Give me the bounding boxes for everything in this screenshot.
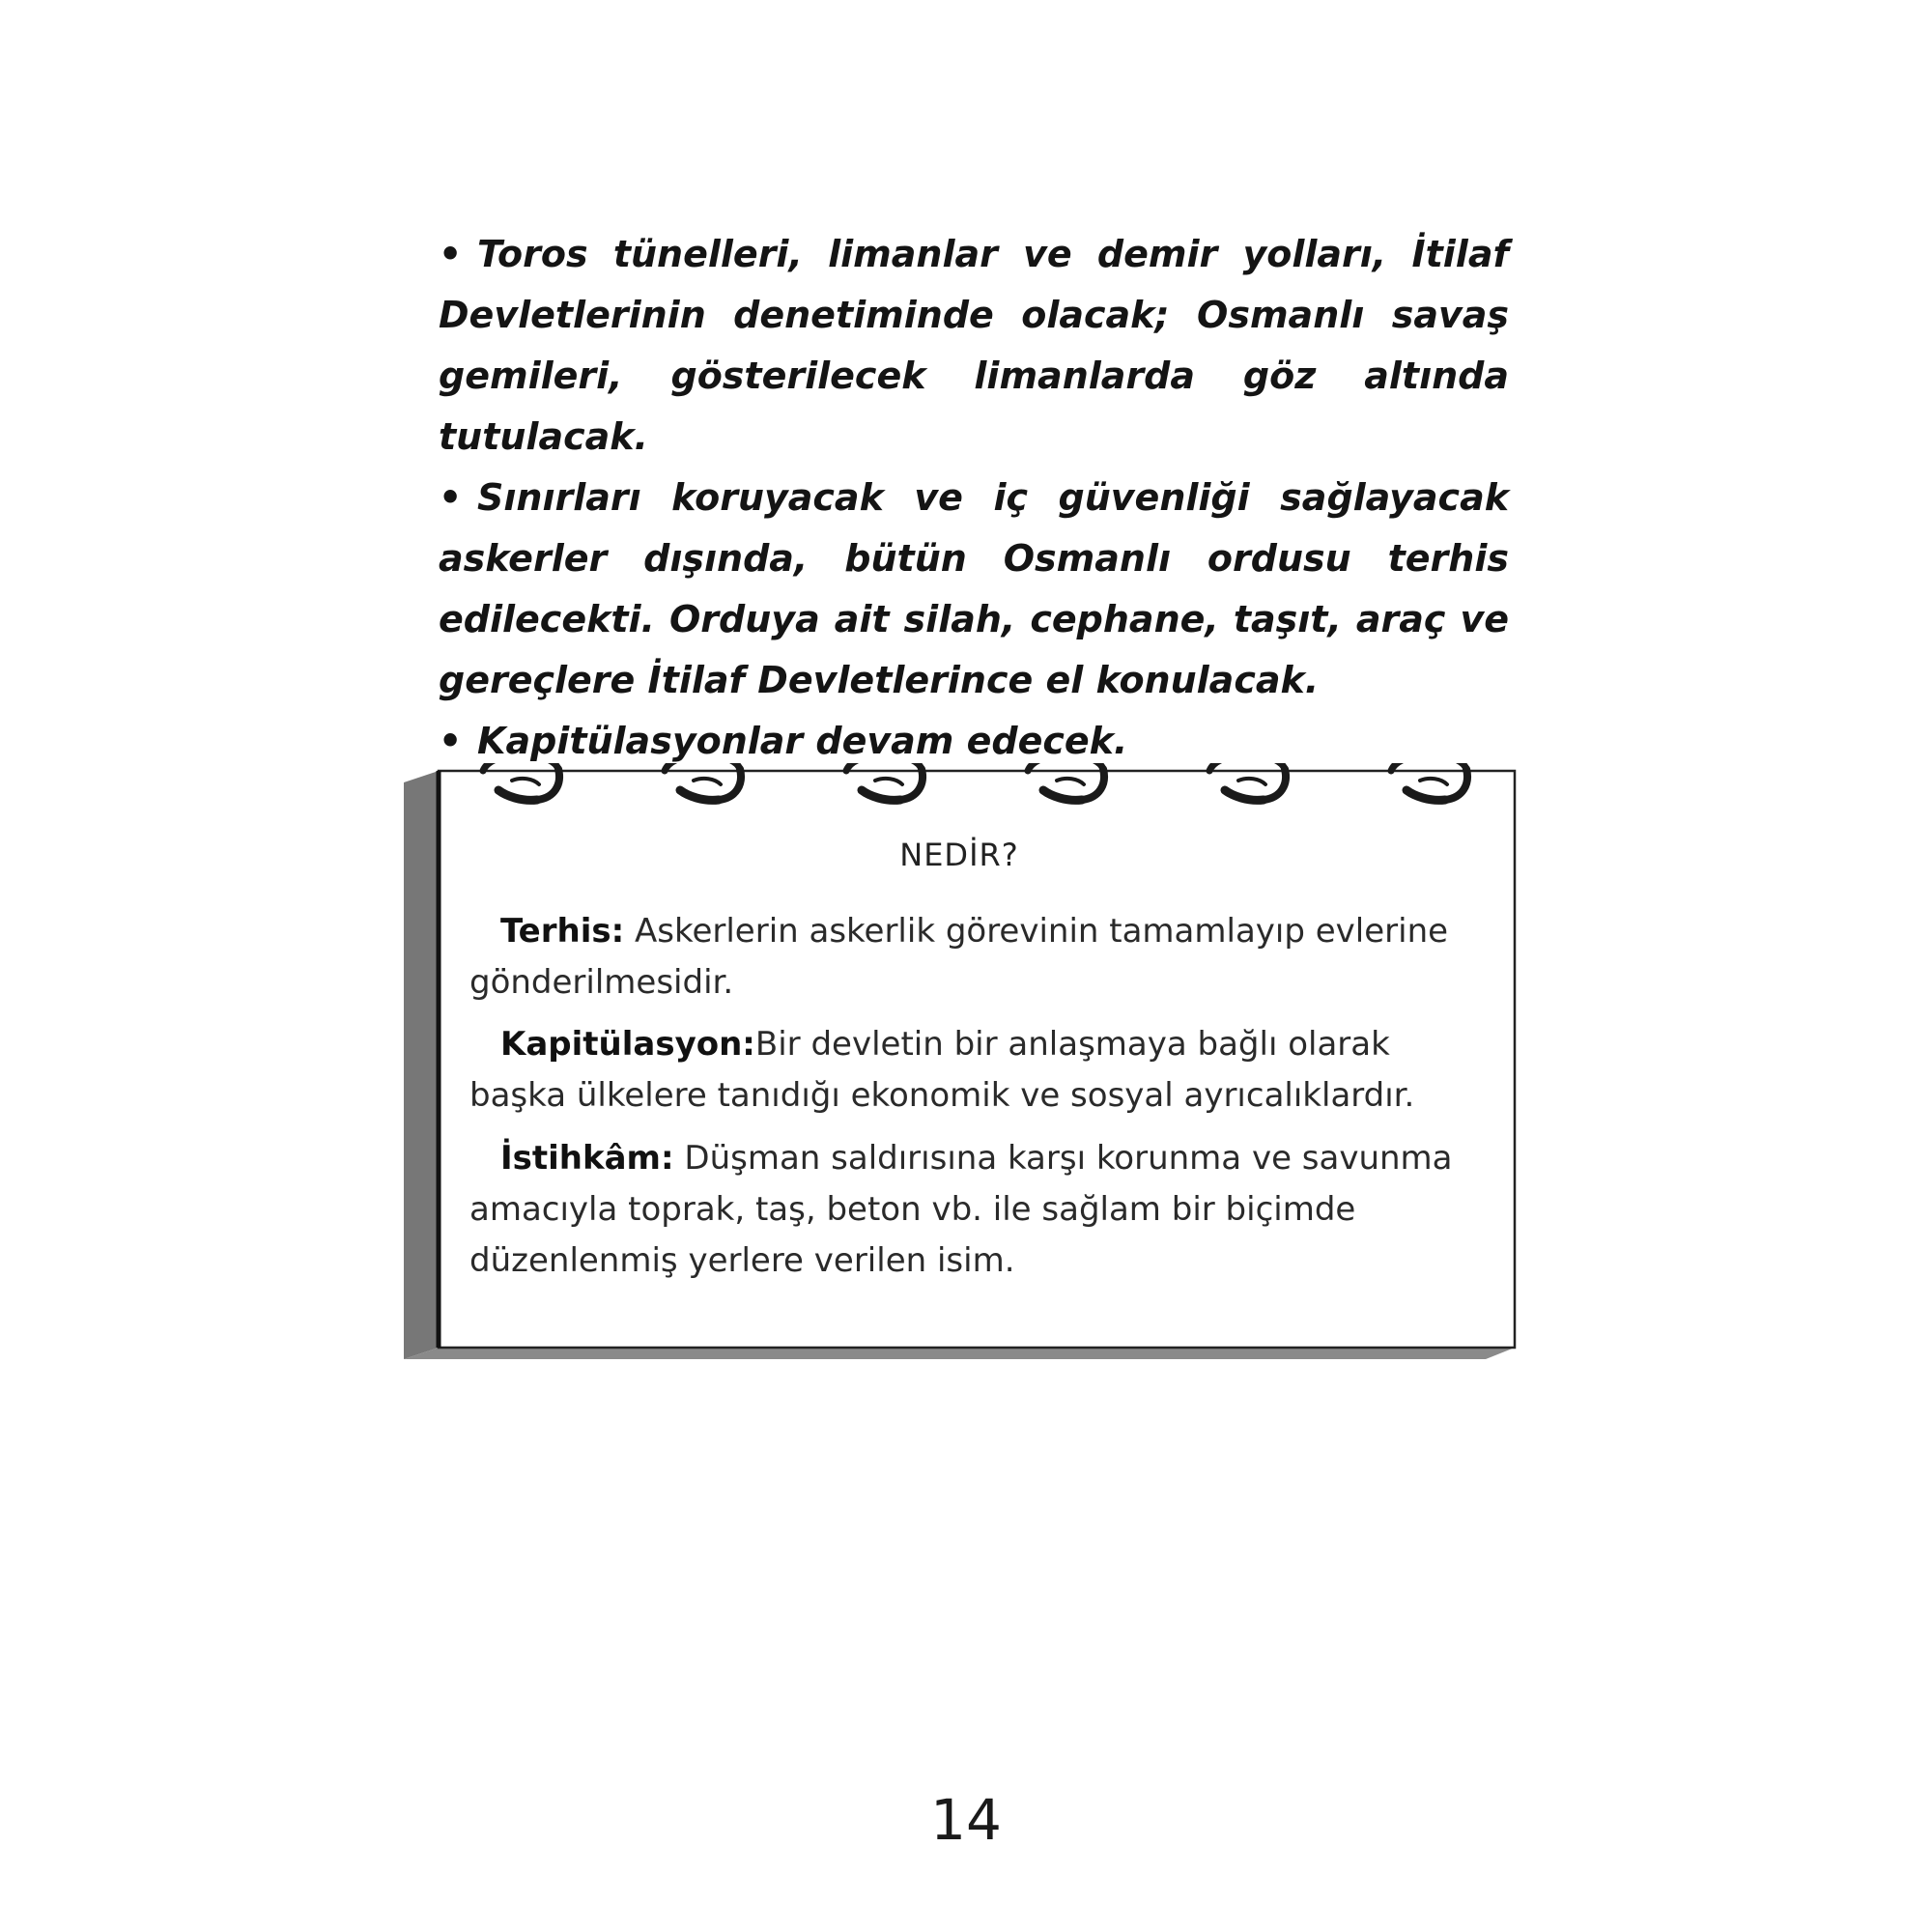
bullet-text: Toros tünelleri, limanlar ve demir yolları, İtilaf Devletlerinin denetiminde olacak; Osmanlı savaş gemileri, gösterilecek limanlarda göz altında tutulacak. [439,233,1509,458]
page-number: 14 [930,1787,1002,1853]
definition-term: Kapitülasyon: [500,1025,755,1064]
definition-kapitulasyon [469,1019,1474,1122]
definition-term: İstihkâm: [500,1139,674,1178]
definition-term: Terhis: [500,912,625,951]
definition-text: Askerlerin askerlik görevinin tamamlayıp evlerine gönderilmesidir. [469,912,1449,1002]
definition-text: Bir devletin bir anlaşmaya bağlı olarak başka ülkelere tanıdığı ekonomik ve sosyal ayrıcalıklardır. [469,1025,1415,1115]
notepad-card [404,763,1532,1359]
notepad-shadow-left [404,771,439,1359]
notepad-shadow-bottom [404,1348,1515,1359]
bullet-dot: • [439,476,463,519]
bullet-item [439,224,1509,468]
bullet-dot: • [439,720,463,762]
card-title: NEDİR? [899,837,1019,873]
definition-text: Düşman saldırısına karşı korunma ve savunma amacıyla toprak, taş, beton vb. ile sağlam bir biçimde düzenlenmiş yerlere verilen isim. [469,1139,1453,1280]
bullet-text: Sınırları koruyacak ve iç güvenliği sağlayacak askerler dışında, bütün Osmanlı ordusu terhis edilecekti. Orduya ait silah, cephane, taşıt, araç ve gereçlere İtilaf Devletlerince el konulacak. [439,476,1509,701]
definition-terhis [469,906,1474,1009]
bullet-dot: • [439,233,463,275]
bullet-list [439,224,1509,772]
bullet-text: Kapitülasyonlar devam edecek. [477,720,1128,762]
bullet-item [439,468,1509,711]
definition-istihkam [469,1133,1474,1287]
